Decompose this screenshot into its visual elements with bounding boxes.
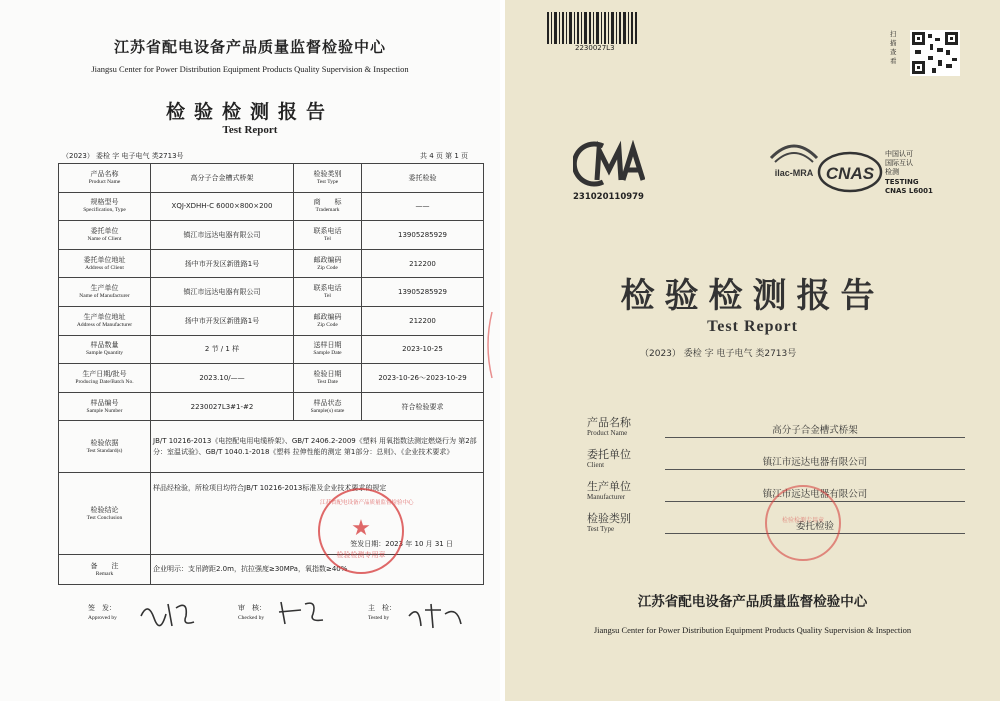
row-label-right: 邮政编码 Zip Code [294, 306, 362, 335]
barcode-icon [547, 12, 637, 44]
standard-text: JB/T 10216-2013《电控配电用电缆桥架》、GB/T 2406.2-2009《塑料 用氧指数法测定燃烧行为 第2部分：室温试验》、GB/T 1040.1-2018《塑料 拉伸性能的测定 第1部分：总则》、《企业技术要求》 [151, 421, 484, 473]
row-label-right: 检验日期 Test Date [294, 364, 362, 393]
edge-seal-fragment [482, 310, 494, 380]
cover-field-value: 镇江市远达电器有限公司 [762, 457, 868, 468]
qr-code-icon [910, 30, 960, 76]
sign-date: 签发日期：2023 年 10 月 31 日 [350, 540, 453, 549]
cover-report-number: （2023） 委检 字 电子电气 类2713号 [640, 349, 797, 359]
tested-by-label: 主 检： Tested by [368, 604, 396, 621]
row-value-right: 委托检验 [362, 164, 484, 193]
standard-label: 检验依据 Test Standard(s) [59, 421, 151, 473]
cnas-cn-caption: 中国认可 国际互认 检测 [885, 150, 913, 176]
report-info-table [58, 163, 484, 585]
remark-row [59, 555, 484, 585]
row-label: 生产单位地址 Address of Manufacturer [59, 306, 151, 335]
conclusion-text: 样品经检验，所检项目均符合JB/T 10216-2013标准及企业技术要求的规定 [153, 484, 387, 493]
row-value-right: 212200 [362, 249, 484, 278]
table-row [59, 335, 484, 364]
row-label: 生产日期/批号 Producing Date/Batch No. [59, 364, 151, 393]
row-label-right: 送样日期 Sample Date [294, 335, 362, 364]
row-value: 2 节 / 1 样 [151, 335, 294, 364]
cnas-en-caption: TESTING CNAS L6001 [885, 178, 933, 195]
barcode-number: 2230027L3 [575, 44, 615, 52]
row-value-right: 212200 [362, 306, 484, 335]
table-row [59, 249, 484, 278]
row-label-right: 联系电话 Tel [294, 221, 362, 250]
org-name-cn: 江苏省配电设备产品质量监督检验中心 [113, 38, 386, 56]
remark-label: 备 注 Remark [59, 555, 151, 585]
row-value-right: 2023-10-26～2023-10-29 [362, 364, 484, 393]
row-value-right: 13905285929 [362, 221, 484, 250]
approved-by-label: 签 发： Approved by [88, 604, 117, 621]
checked-by-label: 审 核： Checked by [238, 604, 266, 621]
row-value: 扬中市开发区新胜路1号 [151, 306, 294, 335]
cover-field-value: 高分子合金槽式桥架 [772, 425, 858, 436]
row-value-right: —— [362, 192, 484, 221]
row-value-right: 2023-10-25 [362, 335, 484, 364]
table-row [59, 392, 484, 421]
row-value: 高分子合金槽式桥架 [151, 164, 294, 193]
conclusion-cell [151, 473, 484, 555]
remark-text: 企业明示：支吊跨距2.0m，抗拉强度≥30MPa，氧指数≥40% [151, 555, 484, 585]
table-row [59, 364, 484, 393]
table-row [59, 306, 484, 335]
cover-field-underline [665, 469, 965, 470]
table-row [59, 278, 484, 307]
conclusion-row [59, 473, 484, 555]
row-label: 生产单位 Name of Manufacturer [59, 278, 151, 307]
row-label-right: 商 标 Trademark [294, 192, 362, 221]
row-label-right: 样品状态 Sample(s) state [294, 392, 362, 421]
row-label-right: 邮政编码 Zip Code [294, 249, 362, 278]
page-info: 共 4 页 第 1 页 [420, 152, 469, 160]
conclusion-label: 检验结论 Test Conclusion [59, 473, 151, 555]
table-row [59, 164, 484, 193]
row-label-right: 联系电话 Tel [294, 278, 362, 307]
report-title-en: Test Report [222, 124, 278, 136]
cma-number: 231020110979 [573, 192, 644, 202]
cover-seal: 检验检测专用章 [765, 485, 841, 561]
tester-signature [405, 600, 469, 632]
table-row [59, 192, 484, 221]
row-label: 委托单位 Name of Client [59, 221, 151, 250]
row-value-right: 13905285929 [362, 278, 484, 307]
cover-title-cn: 检验检测报告 [620, 276, 885, 316]
svg-text:ilac-MRA: ilac-MRA [774, 168, 814, 178]
row-value: 镇江市远达电器有限公司 [151, 221, 294, 250]
row-label: 产品名称 Product Name [59, 164, 151, 193]
standard-row [59, 421, 484, 473]
cover-field-label: 委托单位 Client [587, 448, 631, 469]
svg-text:CNAS: CNAS [825, 164, 875, 183]
inspection-seal: 江苏省配电设备产品质量监督检验中心 ★ 检验检测专用章 [318, 488, 404, 574]
row-label-right: 检验类别 Test Type [294, 164, 362, 193]
cnas-logo-icon [817, 150, 883, 194]
ilac-mra-logo-icon [765, 138, 823, 190]
cover-title-en: Test Report [707, 318, 798, 335]
cover-org-name-cn: 江苏省配电设备产品质量监督检验中心 [637, 594, 868, 610]
qr-caption: 扫描查看 [890, 30, 897, 65]
row-value: XQJ-XDHH-C 6000×800×200 [151, 192, 294, 221]
cover-field-value: 镇江市远达电器有限公司 [762, 489, 868, 500]
checker-signature [275, 594, 335, 630]
row-value: 2230027L3#1-#2 [151, 392, 294, 421]
row-value: 镇江市远达电器有限公司 [151, 278, 294, 307]
row-value: 扬中市开发区新胜路1号 [151, 249, 294, 278]
table-row [59, 221, 484, 250]
approver-signature [136, 596, 206, 630]
row-label: 规格型号 Specification, Type [59, 192, 151, 221]
test-report-cover [505, 0, 1000, 701]
cover-field-value: 委托检验 [795, 521, 834, 532]
cover-field-underline [665, 437, 965, 438]
cma-logo-icon [573, 140, 645, 188]
row-label: 样品数量 Sample Quantity [59, 335, 151, 364]
row-value-right: 符合检验要求 [362, 392, 484, 421]
row-label: 样品编号 Sample Number [59, 392, 151, 421]
cover-org-name-en: Jiangsu Center for Power Distribution Equipment Products Quality Supervision & Inspection [593, 625, 912, 635]
row-value: 2023.10/—— [151, 364, 294, 393]
report-title-cn: 检验检测报告 [165, 101, 334, 123]
cover-field-label: 产品名称 Product Name [587, 416, 631, 437]
org-name-en: Jiangsu Center for Power Distribution Equipment Products Quality Supervision & Inspection [91, 64, 409, 74]
row-label: 委托单位地址 Address of Client [59, 249, 151, 278]
report-number: （2023） 委检 字 电子电气 类2713号 [62, 152, 184, 160]
cover-field-label: 检验类别 Test Type [587, 512, 631, 533]
cover-field-label: 生产单位 Manufacturer [587, 480, 631, 501]
